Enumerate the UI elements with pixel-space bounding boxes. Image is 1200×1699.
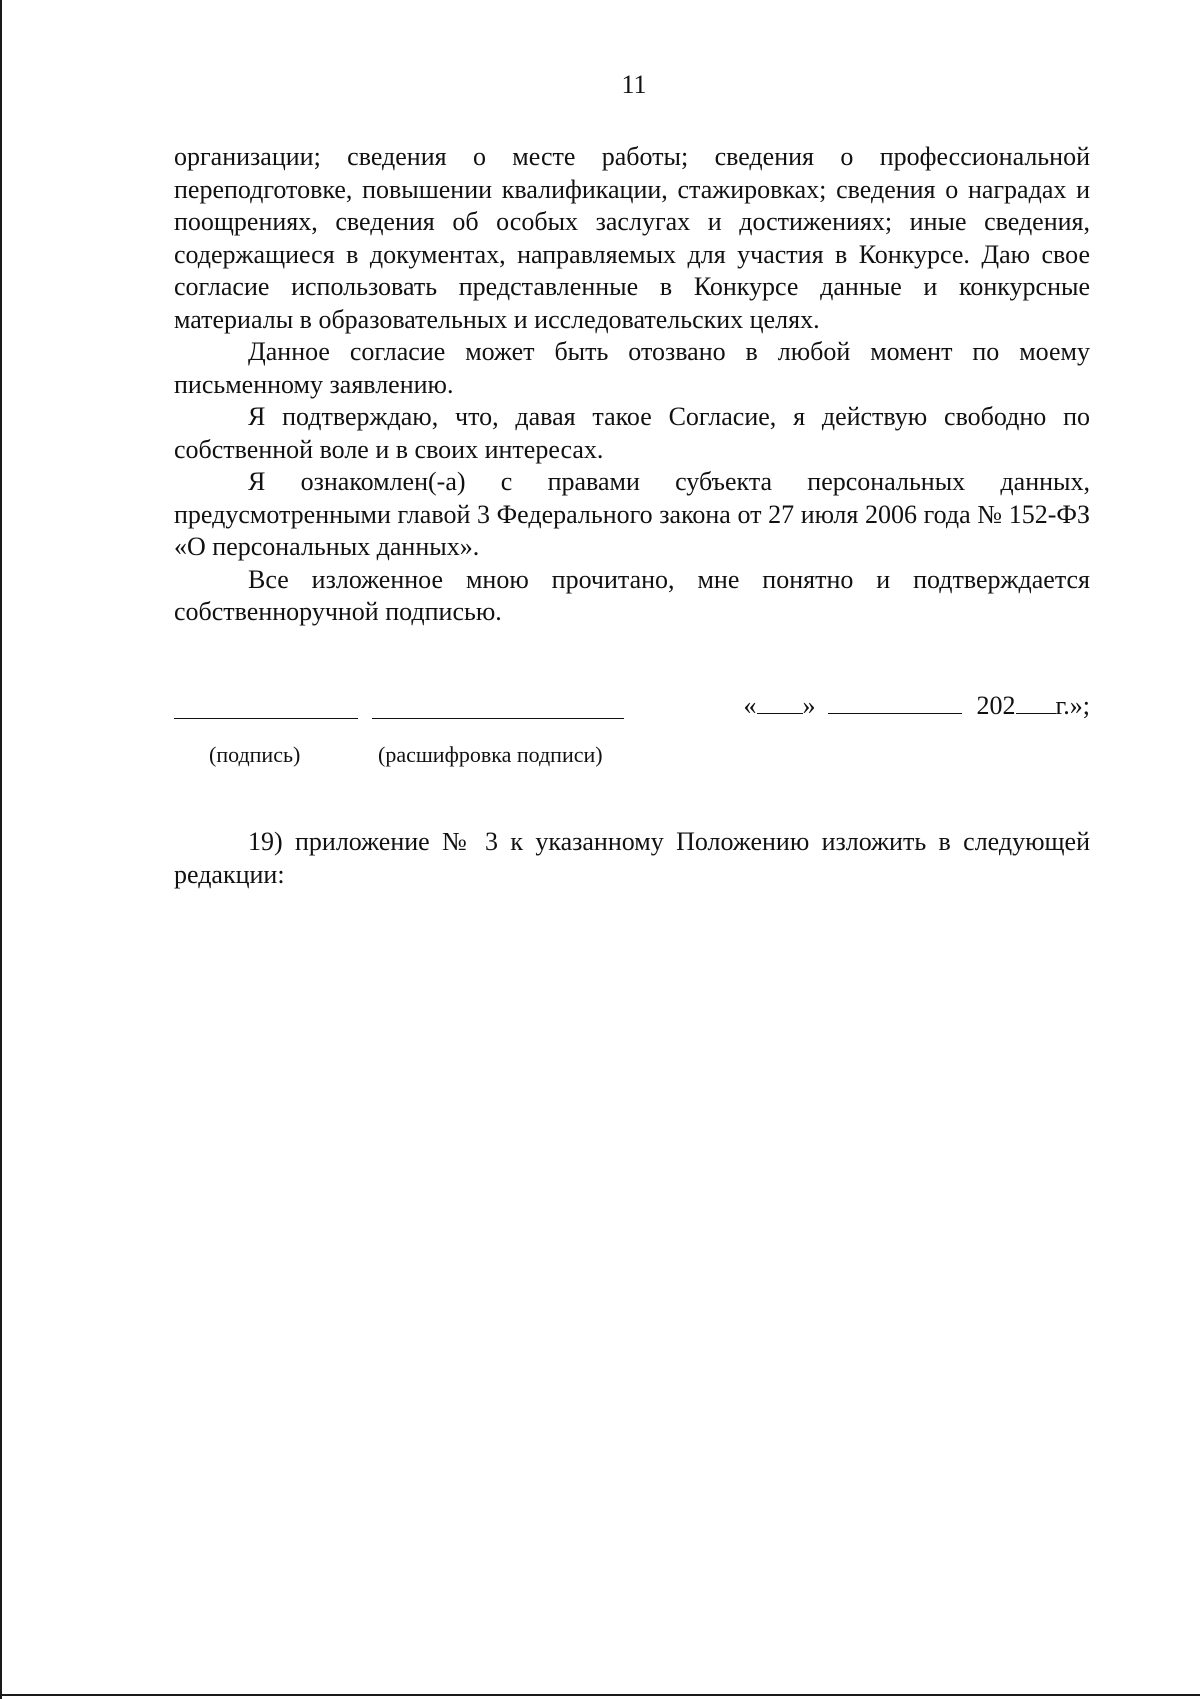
amendment-text [174,826,1090,891]
consent-text [174,141,1090,629]
paragraph-confirmation: Я подтверждаю, что, давая такое Согласие, я действую свободно по собственной воле и в своих интересах. [174,402,1090,464]
signature-decoding-line[interactable] [372,690,624,719]
page-left-edge [0,0,2,1699]
amendment-item-19: 19) приложение № 3 к указанному Положению изложить в следующей редакции: [174,827,1090,889]
caption-decoding: (расшифровка подписи) [378,742,603,767]
paragraph-rights: Я ознакомлен(-а) с правами субъекта персональных данных, предусмотренными главой 3 Федерального закона от 27 июля 2006 года № 152-ФЗ «О персональных данных». [174,467,1090,561]
year-blank[interactable] [1016,691,1056,714]
date-close-quote: » [802,691,816,720]
date-field [744,690,1090,722]
year-prefix: 202 [976,691,1016,720]
signature-line[interactable] [174,690,358,719]
page-number: 11 [621,70,647,99]
month-blank[interactable] [828,691,962,714]
paragraph-acknowledgement: Все изложенное мною прочитано, мне понятно и подтверждается собственноручной подписью. [174,564,1090,626]
paragraph-revocation: Данное согласие может быть отозвано в любой момент по моему письменному заявлению. [174,337,1090,399]
day-blank[interactable] [757,691,803,714]
signature-row [174,690,1090,730]
paragraph-continuation: организации; сведения о месте работы; сведения о профессиональной переподготовке, повышении квалификации, стажировках; сведения о наградах и поощрениях, сведения об особых заслугах и достижениях; иные сведения, содержащиеся в документах, направляемых для участия в Конкурсе. Даю свое согласие использовать представленные в Конкурсе данные и конкурсные материалы в образовательных и исследовательских целях. [174,142,1090,334]
date-open-quote: « [743,691,757,720]
year-suffix: г.»; [1055,691,1090,720]
page-bottom-edge [0,1694,1200,1696]
caption-signature: (подпись) [209,742,301,767]
